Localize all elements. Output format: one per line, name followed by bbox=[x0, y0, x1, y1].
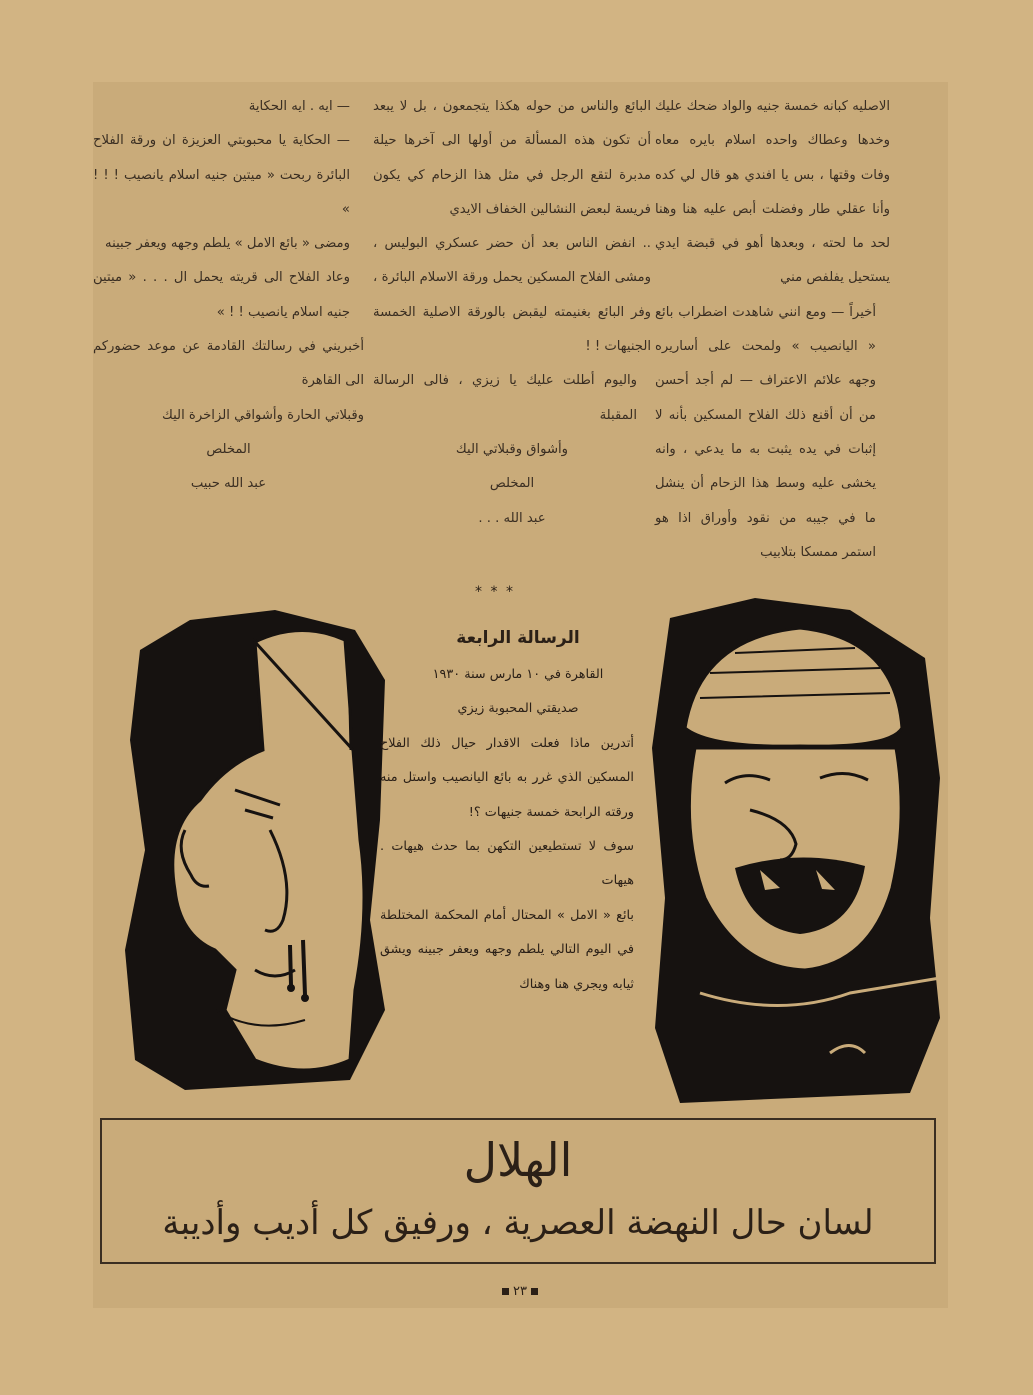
paragraph: أخيراً — ومع انني شاهدت اضطراب بائع « اليانصيب » ولمحت على أساريره وجهه علائم الاعتراف — لم أجد أحسن من أن أقنع ذلك الفلاح المسكين بأنه لا إثبات في يده يثبت به ما يدعي ، وانه يخشى عليه وسط هذا الزحام أن ينشل ما في جيبه من نقود وأوراق اذا هو استمر ممسكا بتلابيب bbox=[655, 304, 876, 560]
paragraph: أخبريني في رسالتك القادمة عن موعد حضوركم الى القاهرة bbox=[93, 339, 364, 389]
paragraph: وقبلاتي الحارة وأشواقي الزاخرة اليك bbox=[161, 407, 364, 423]
magazine-name: الهلال bbox=[463, 1133, 573, 1187]
square-bullet-icon bbox=[502, 1288, 509, 1295]
section-separator: * * * bbox=[475, 584, 515, 600]
magazine-ad-box bbox=[100, 1118, 936, 1264]
paragraph: — الحكاية يا محبوبتي العزيزة ان ورقة الفلاح البائرة ربحت « ميتين جنيه اسلام يانصيب ! ! ! » bbox=[93, 133, 350, 217]
paragraph: ومضى « بائع الامل » يلطم وجهه ويعفر جبينه bbox=[105, 236, 350, 252]
closing-line: وأشواق وقبلاتي اليك bbox=[455, 441, 569, 457]
paragraph: الاصليه كبانه خمسة جنيه والواد ضحك عليك وخدها وعطاك واحده اسلام بايره معاه وفات وقتها ، بس يا افندي هو قال لي كده وأنا عقلي طار وفضلت أبص عليه هنا وهنا لحد ما لحته ، وبعدها أهو في قبضة ايدي يستحيل يفلفص مني bbox=[655, 99, 890, 286]
paragraph: — ايه . ايه الحكاية bbox=[248, 99, 350, 114]
paragraph: واليوم أطلت عليك يا زيزي ، فالى الرسالة المقبلة bbox=[373, 373, 637, 423]
paragraph: .. انفض الناس بعد أن حضر عسكري البوليس ، ومشى الفلاح المسكين يحمل ورقة الاسلام البائرة ، وفر البائع بغنيمته ليقبض بالورقة الاصلية الخمسة الجنيهات ! ! bbox=[373, 236, 651, 355]
letter-four bbox=[380, 618, 656, 1002]
magazine-tagline: لسان حال النهضة العصرية ، ورفيق كل أديب وأديبة bbox=[162, 1203, 874, 1243]
laughing-man-illustration bbox=[640, 598, 940, 1103]
closing-line: المخلص bbox=[206, 441, 251, 457]
fez-man-illustration bbox=[105, 590, 395, 1100]
paragraph: أتدرين ماذا فعلت الاقدار حيال ذلك الفلاح المسكين الذي غرر به بائع اليانصيب واستل منه ورقته الرابحة خمسة جنيهات ؟! bbox=[380, 735, 634, 820]
paragraph: البائع والناس من حوله هكذا يتجمعون ، بل لا يبعد أن تكون هذه المسألة من أولها الى آخرها حيلة مدبرة لتقع الرجل في مثل هذا الزحام كي يكون فريسة لبعض النشالين الخفاف الايدي bbox=[373, 99, 651, 217]
closing-line: المخلص bbox=[489, 476, 535, 492]
paragraph: بائع « الامل » المحتال أمام المحكمة المختلطة في اليوم التالي يلطم وجهه ويعفر جبينه ويشق ثيابه ويجري هنا وهناك bbox=[380, 907, 634, 992]
section-heading: الرسالة الرابعة bbox=[456, 628, 580, 648]
text-column-right bbox=[655, 90, 890, 570]
dateline: القاهرة في ١٠ مارس سنة ١٩٣٠ bbox=[432, 667, 604, 682]
text-column-left bbox=[93, 90, 364, 502]
page-number bbox=[470, 1284, 570, 1299]
paragraph: وعاد الفلاح الى قريته يحمل ال . . . « ميتين جنيه اسلام يانصيب ! ! » bbox=[93, 270, 350, 320]
signature: عبد الله . . . bbox=[478, 510, 546, 526]
signature: عبد الله حبيب bbox=[190, 476, 267, 492]
page-number-value: ٢٣ bbox=[513, 1284, 527, 1299]
paragraph: سوف لا تستطيعين التكهن بما حدث هيهات . هيهات bbox=[380, 839, 634, 889]
square-bullet-icon bbox=[531, 1288, 538, 1295]
salutation: صديقتي المحبوبة زيزي bbox=[457, 701, 579, 717]
text-column-middle bbox=[373, 90, 651, 536]
